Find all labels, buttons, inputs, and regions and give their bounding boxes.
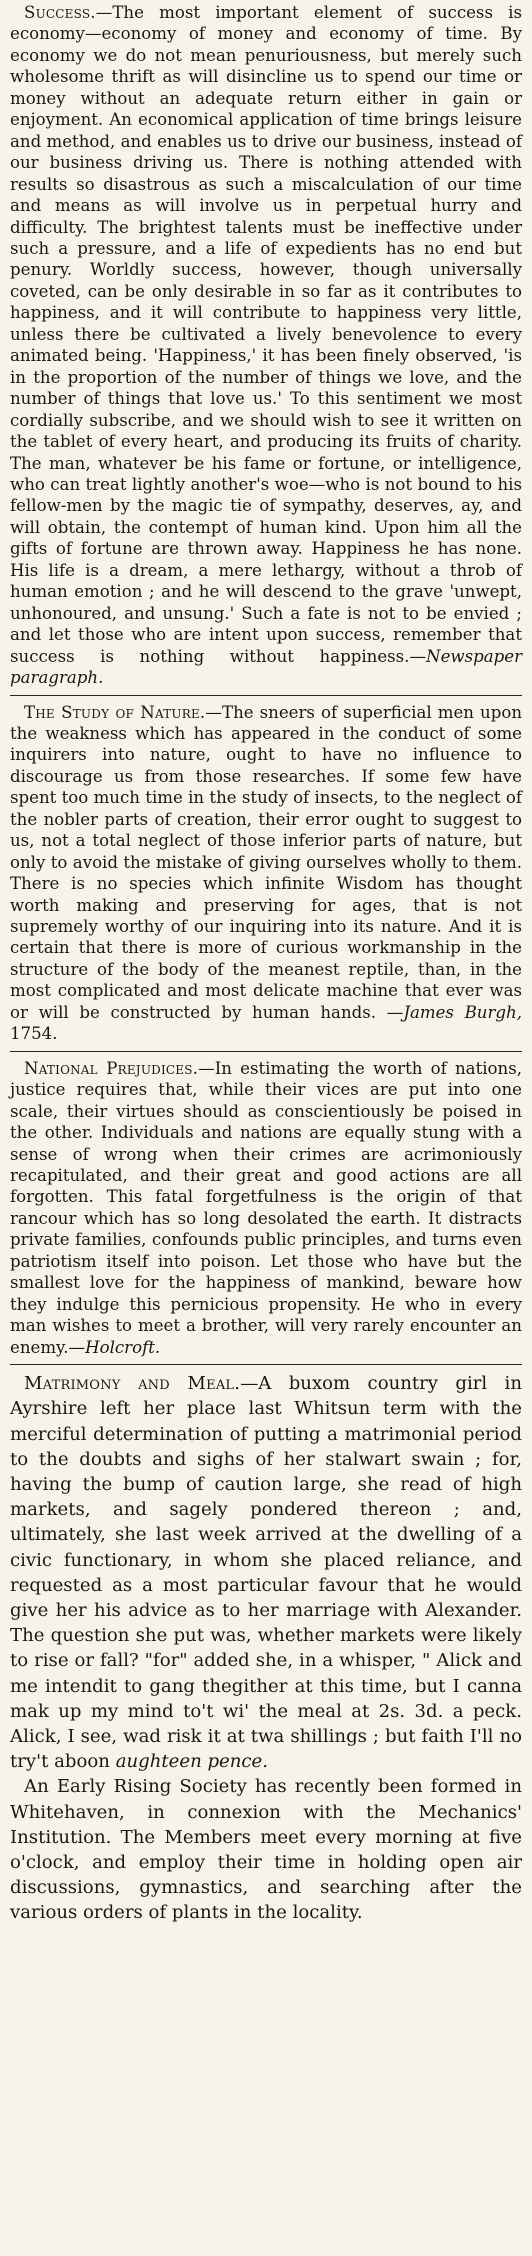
article-study-of-nature — [10, 702, 522, 1045]
article-date: 1754. — [10, 1024, 58, 1044]
article-heading: The Study of Nature. — [24, 702, 206, 722]
article-body: —A buxom country girl in Ayrshire left her place last Whitsun term with the merciful determination of putting a matrimonial period to the doubts and sighs of her stalwart swain ; for, having the bump of caution large, she read of high markets, and sagely pondered thereon ; and, ultimately, she last week arrived at the dwelling of a civic functionary, in whom she placed reliance, and requested as a most particular favour that he would give her his advice as to her marriage with Alexander. The question she put was, whether markets were likely to rise or fall? "for" added she, in a whisper, " Alick and me intendit to gang thegither at this time, but I canna mak up my mind to't wi' the meal at 2s. 3d. a peck. Alick, I see, wad risk it at twa shillings ; but faith I'll no try't aboon — [10, 1373, 522, 1773]
article-source: —Holcroft. — [68, 1337, 161, 1357]
article-paragraph — [10, 1058, 522, 1358]
column-divider — [10, 1051, 522, 1052]
column-divider — [10, 1364, 522, 1365]
article-source: —Newspaper paragraph. — [10, 646, 522, 688]
article-source: —James Burgh, — [386, 1002, 522, 1022]
article-body: —In estimating the worth of nations, justice requires that, while their vices are put into one scale, their virtues should as conscientiously be poised in the other. Individuals and nations are equally stung with a sense of wrong when their crimes are acrimoniously recapitulated, and their great and good actions are all forgotten. This fatal forgetfulness is the origin of that rancour which has so long desolated the earth. It distracts private families, confounds public principles, and turns even patriotism itself into poison. Let those who have but the smallest love for the happiness of mankind, beware how they indulge this pernicious propensity. He who in every man wishes to meet a brother, will very rarely encounter an enemy. — [10, 1058, 523, 1357]
article-emphasis: aughteen pence. — [115, 1751, 269, 1773]
article-matrimony-and-meal — [10, 1371, 522, 1925]
article-heading: National Prejudices. — [24, 1058, 199, 1078]
article-paragraph — [10, 2, 522, 689]
article-body: —The sneers of superficial men upon the weakness which has appeared in the conduct of some inquirers into nature, ought to have no influence to discourage us from those researches. If some few have spent too much time in the study of insects, to the neglect of the nobler parts of creation, their error ought to suggest to us, not a total neglect of those inferior parts of nature, but only to avoid the mistake of giving ourselves wholly to them. There is no species which infinite Wisdom has thought worth making and preserving for ages, that is not supremely worthy of our inquiring into its nature. And it is certain that there is more of curious workmanship in the structure of the body of the meanest reptile, than, in the most complicated and most delicate machine that ever was or will be constructed by human hands. — [10, 702, 523, 1022]
column-divider — [10, 695, 522, 696]
article-paragraph — [10, 702, 522, 1045]
article-heading: Success. — [24, 3, 96, 22]
article-body: An Early Rising Society has recently been formed in Whitehaven, in connexion with the Mechanics' Institution. The Members meet every morning at five o'clock, and employ their time in holding open air discussions, gymnastics, and searching after the various orders of plants in the locality. — [10, 1776, 522, 1924]
article-national-prejudices — [10, 1058, 522, 1358]
article-success — [10, 2, 522, 689]
article-paragraph-early-rising — [10, 1774, 522, 1925]
article-paragraph — [10, 1371, 522, 1774]
article-body: —The most important element of success is economy—economy of money and economy of time. By economy we do not mean penuriousness, but merely such wholesome thrift as will disincline us to spend our time or money without an adequate return either in gain or enjoyment. An economical application of time brings leisure and method, and enables us to drive our business, instead of our business driving us. There is nothing attended with results so disastrous as such a miscalculation of our time and means as will involve us in perpetual hurry and difficulty. The brightest talents must be ineffective under such a pressure, and a life of expedients has no end but penury. Worldly success, however, though universally coveted, can be only desirable in so far as it contributes to happiness, and it will contribute to happiness very little, unless there be cultivated a lively benevolence to every animated being. 'Happiness,' it has been finely observed, 'is in the proportion of the number of things we love, and the number of things that love us.' To this sentiment we most cordially subscribe, and we should wish to see it written on the tablet of every heart, and producing its fruits of charity. The man, whatever be his fame or fortune, or intelligence, who can treat lightly another's woe—who is not bound to his fellow-men by the magic tie of sympathy, deserves, ay, and will obtain, the contempt of human kind. Upon him all the gifts of fortune are thrown away. Happiness he has none. His life is a dream, a mere lethargy, without a throb of human emotion ; and he will descend to the grave 'unwept, unhonoured, and unsung.' Such a fate is not to be envied ; and let those who are intent upon success, remember that success is nothing without happiness. — [10, 3, 522, 666]
article-heading: Matrimony and Meal. — [24, 1373, 241, 1395]
